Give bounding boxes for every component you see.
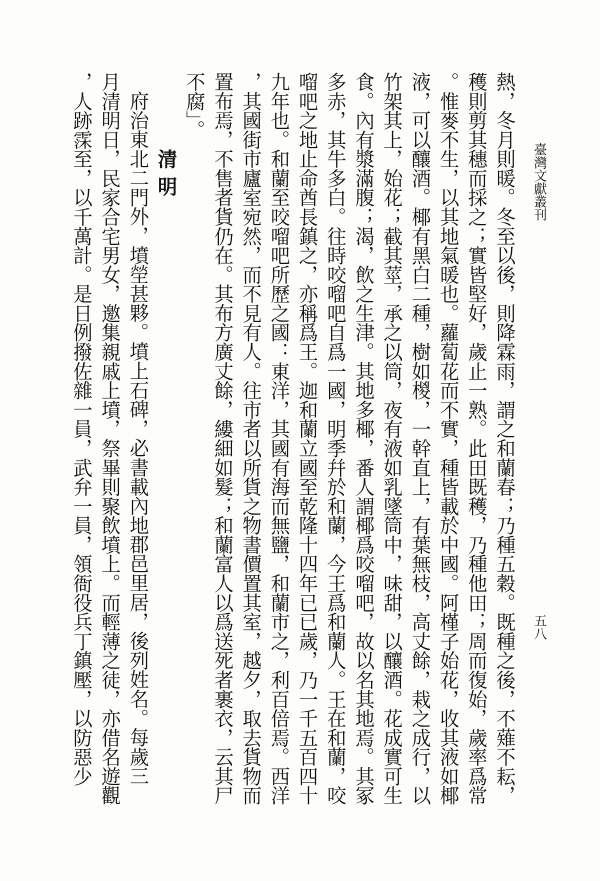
text-column: 。惟麥不生，以其地氣暖也。蘿蔔花而不實，種皆載於中國。阿槿子始花，收其液如椰 bbox=[436, 72, 460, 806]
text-column: 穫則剪其穗而採之；實皆堅好，歲止一熟。此田既穫，乃種他田；周而復始，歲率爲常 bbox=[464, 72, 488, 806]
body-text bbox=[67, 72, 518, 806]
text-column: ，人跡霂至，以千萬計。是日例撥佐雜一員，武弁一員，領衙役兵丁鎮壓，以防惡少 bbox=[69, 72, 93, 786]
section-heading: 清明 bbox=[154, 149, 178, 204]
running-title: 臺灣文獻叢刊 bbox=[531, 143, 546, 221]
text-column: 月清明日，民家合宅男女，邀集親戚上墳，祭畢則聚飲墳上。而輕薄之徒，亦借名遊觀 bbox=[98, 72, 122, 806]
text-column: 竹架其上，始花；截其莖，承之以筒，夜有液如乳墜筒中，味甜，以釀酒。花成實可生 bbox=[380, 72, 404, 806]
text-column: 多赤，其牛多白。往時咬𠺕吧自爲一國，明季幷於和蘭，今王爲和蘭人。王在和蘭，咬 bbox=[323, 72, 347, 806]
text-column: 九年也。和蘭至咬𠺕吧所歷之國：東洋，其國有海而無鹽，和蘭市之，利百倍焉。西洋 bbox=[267, 72, 291, 806]
text-column: 不腐」。 bbox=[182, 72, 206, 140]
text-column: ，其國街市廬室宛然，而不見有人。往市者以所貨之物書價置其室，越夕，取去貨物而 bbox=[239, 72, 263, 806]
page-number: 五八 bbox=[531, 614, 546, 640]
text-column: 𠺕吧之地止命酋長鎮之，亦稱爲王。迦和蘭立國至乾隆十四年已已歲，乃一千五百四十 bbox=[295, 72, 319, 806]
text-column: 食。內有漿滿腹；渴，飲之生津。其地多椰，番人謂椰爲咬𠺕吧，故以名其地焉。其冢 bbox=[351, 72, 375, 806]
text-column: 熱，冬月則暖。冬至以後，則降霖雨，謂之和蘭春；乃種五穀。既種之後，不薙不耘， bbox=[493, 72, 516, 806]
text-column: 置布焉，不售者貨仍在。其布方廣丈餘，縷細如髮；和蘭富人以爲送死者裹衣，云其尸 bbox=[210, 72, 234, 806]
text-column: 液，可以釀酒。椰有黑白二種，樹如椶，一幹直上，有葉無枝，高丈餘，栽之成行，以 bbox=[408, 72, 432, 806]
text-column: 府治東北二門外，墳塋甚夥。墳上石碑，必書載內地郡邑里居，後列姓名。每歲三 bbox=[126, 91, 150, 786]
